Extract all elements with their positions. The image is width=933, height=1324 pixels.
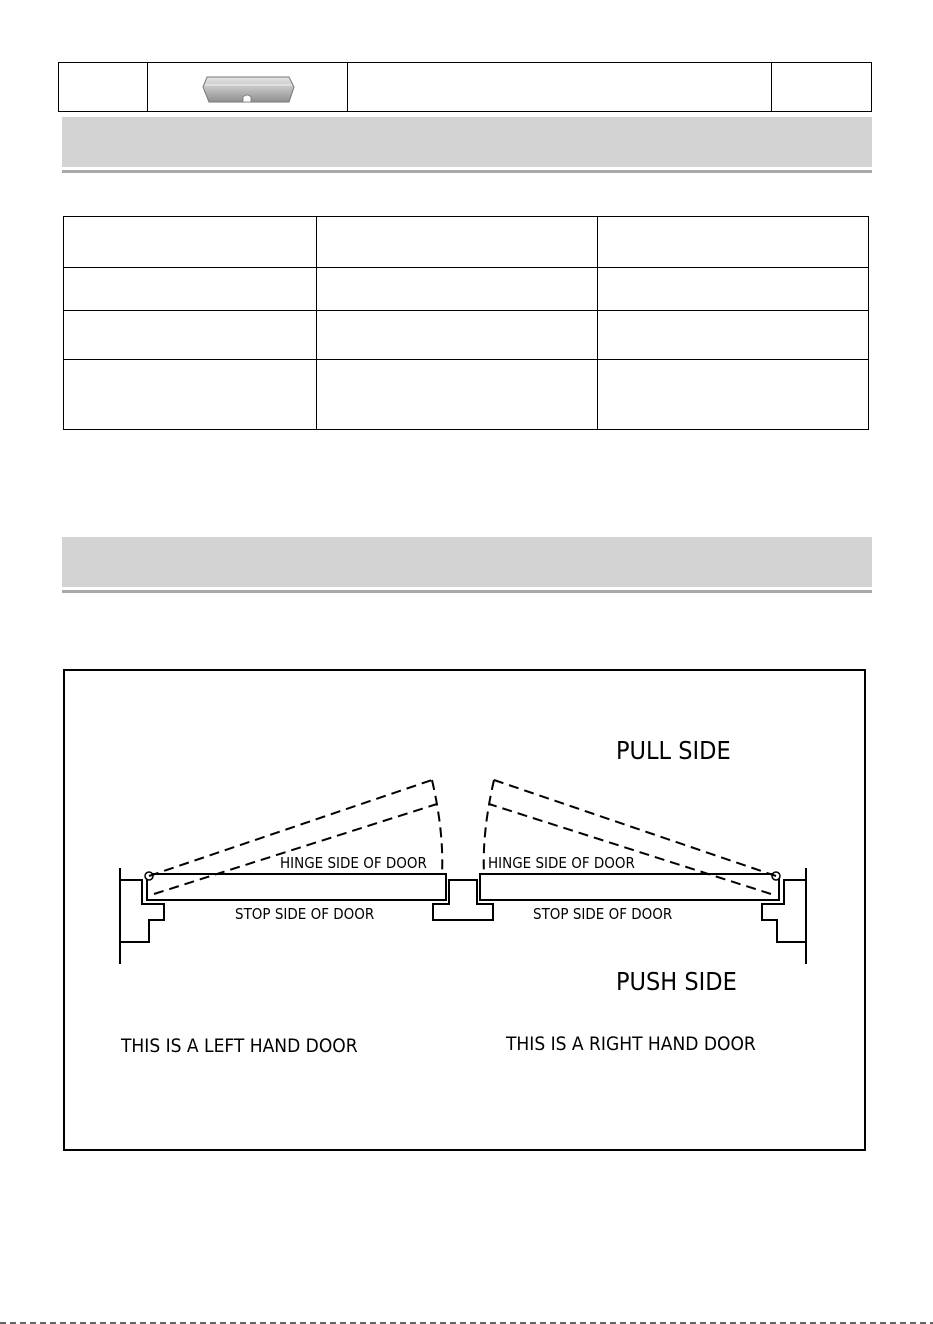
left-door-slab: [147, 874, 446, 900]
table-cell: [598, 217, 869, 268]
table-cell: [64, 217, 317, 268]
left-hand-door-caption: THIS IS A LEFT HAND DOOR: [121, 1035, 358, 1057]
table-cell: [317, 268, 598, 311]
header-cell-1: [59, 63, 148, 111]
right-hinge-side-label: HINGE SIDE OF DOOR: [488, 854, 635, 872]
section-bar-1: [62, 117, 872, 167]
header-box: [58, 62, 872, 112]
header-cell-3: [347, 63, 772, 111]
table-row: [64, 217, 869, 268]
right-door-slab: [480, 874, 779, 900]
right-swing-line-inner: [489, 804, 771, 894]
left-swing-line-inner: [154, 804, 437, 894]
table-row: [64, 360, 869, 430]
right-stop-side-label: STOP SIDE OF DOOR: [533, 905, 673, 923]
header-cell-image: [147, 63, 348, 111]
spec-table: [63, 216, 869, 430]
header-cell-4: [771, 63, 871, 111]
cover-plate-image: [147, 63, 347, 111]
table-cell: [317, 217, 598, 268]
table-cell: [64, 268, 317, 311]
table-cell: [598, 268, 869, 311]
table-cell: [64, 360, 317, 430]
table-row: [64, 311, 869, 360]
table-cell: [64, 311, 317, 360]
table-cell: [598, 360, 869, 430]
table-cell: [317, 311, 598, 360]
door-handing-diagram: [63, 669, 866, 1151]
right-hand-door-caption: THIS IS A RIGHT HAND DOOR: [506, 1033, 756, 1055]
left-stop-side-label: STOP SIDE OF DOOR: [235, 905, 375, 923]
left-hinge-side-label: HINGE SIDE OF DOOR: [280, 854, 427, 872]
left-swing-arc: [432, 780, 442, 874]
push-side-label: PUSH SIDE: [616, 967, 737, 996]
section-rule-1: [62, 170, 872, 173]
section-bar-2: [62, 537, 872, 587]
section-rule-2: [62, 590, 872, 593]
table-row: [64, 268, 869, 311]
right-jamb: [762, 880, 806, 942]
pull-side-label: PULL SIDE: [616, 736, 731, 765]
door-diagram-svg: [65, 671, 868, 1153]
left-jamb: [120, 880, 164, 942]
table-cell: [598, 311, 869, 360]
table-cell: [317, 360, 598, 430]
